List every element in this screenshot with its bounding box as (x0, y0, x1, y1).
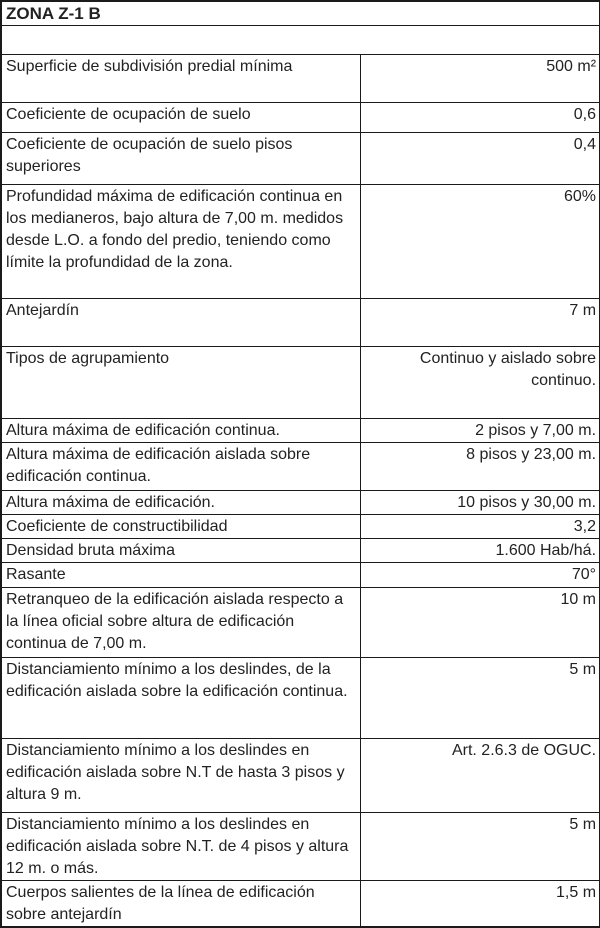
row-label: Distanciamiento mínimo a los deslindes en edificación aislada sobre N.T. de 4 pisos y altura 12 m. o más. (1, 813, 360, 881)
table-row (1, 347, 600, 419)
zone-title-row (1, 1, 600, 26)
row-label: Profundidad máxima de edificación continua en los medianeros, bajo altura de 7,00 m. medidos desde L.O. a fondo del predio, teniendo como límite la profundidad de la zona. (1, 185, 360, 299)
row-value: 70° (360, 563, 600, 588)
table-row (1, 881, 600, 928)
row-value: 1.600 Hab/há. (360, 539, 600, 563)
row-value: 7 m (360, 299, 600, 347)
table-row (1, 515, 600, 539)
table-row (1, 739, 600, 813)
zone-table-body (1, 1, 600, 927)
row-value: 3,2 (360, 515, 600, 539)
row-value: 10 pisos y 30,00 m. (360, 491, 600, 515)
row-label: Retranqueo de la edificación aislada respecto a la línea oficial sobre altura de edificación continua de 7,00 m. (1, 588, 360, 658)
table-row (1, 299, 600, 347)
row-label: Rasante (1, 563, 360, 588)
row-label: Antejardín (1, 299, 360, 347)
row-value: 10 m (360, 588, 600, 658)
row-label: Cuerpos salientes de la línea de edificación sobre antejardín (1, 881, 360, 928)
table-row (1, 588, 600, 658)
row-label: Distanciamiento mínimo a los deslindes, de la edificación aislada sobre la edificación continua. (1, 658, 360, 739)
table-row (1, 55, 600, 103)
spacer-cell (1, 26, 600, 55)
row-value: Art. 2.6.3 de OGUC. (360, 739, 600, 813)
row-value: 0,4 (360, 133, 600, 185)
row-label: Superficie de subdivisión predial mínima (1, 55, 360, 103)
row-value: 60% (360, 185, 600, 299)
row-label: Coeficiente de ocupación de suelo (1, 103, 360, 133)
row-value: 5 m (360, 658, 600, 739)
row-value: Continuo y aislado sobre continuo. (360, 347, 600, 419)
row-label: Altura máxima de edificación aislada sobre edificación continua. (1, 443, 360, 491)
row-value: 8 pisos y 23,00 m. (360, 443, 600, 491)
table-row (1, 491, 600, 515)
row-label: Tipos de agrupamiento (1, 347, 360, 419)
table-row (1, 658, 600, 739)
row-label: Distanciamiento mínimo a los deslindes en edificación aislada sobre N.T de hasta 3 pisos y altura 9 m. (1, 739, 360, 813)
table-row (1, 563, 600, 588)
spacer-row (1, 26, 600, 55)
row-value: 2 pisos y 7,00 m. (360, 419, 600, 443)
table-row (1, 443, 600, 491)
row-label: Altura máxima de edificación. (1, 491, 360, 515)
zone-title: ZONA Z-1 B (1, 1, 600, 26)
table-row (1, 133, 600, 185)
table-row (1, 185, 600, 299)
table-row (1, 419, 600, 443)
table-row (1, 103, 600, 133)
row-value: 1,5 m (360, 881, 600, 928)
row-label: Coeficiente de constructibilidad (1, 515, 360, 539)
table-row (1, 813, 600, 881)
row-label: Altura máxima de edificación continua. (1, 419, 360, 443)
row-label: Densidad bruta máxima (1, 539, 360, 563)
table-row (1, 539, 600, 563)
row-value: 5 m (360, 813, 600, 881)
row-value: 0,6 (360, 103, 600, 133)
row-label: Coeficiente de ocupación de suelo pisos superiores (1, 133, 360, 185)
row-value: 500 m² (360, 55, 600, 103)
